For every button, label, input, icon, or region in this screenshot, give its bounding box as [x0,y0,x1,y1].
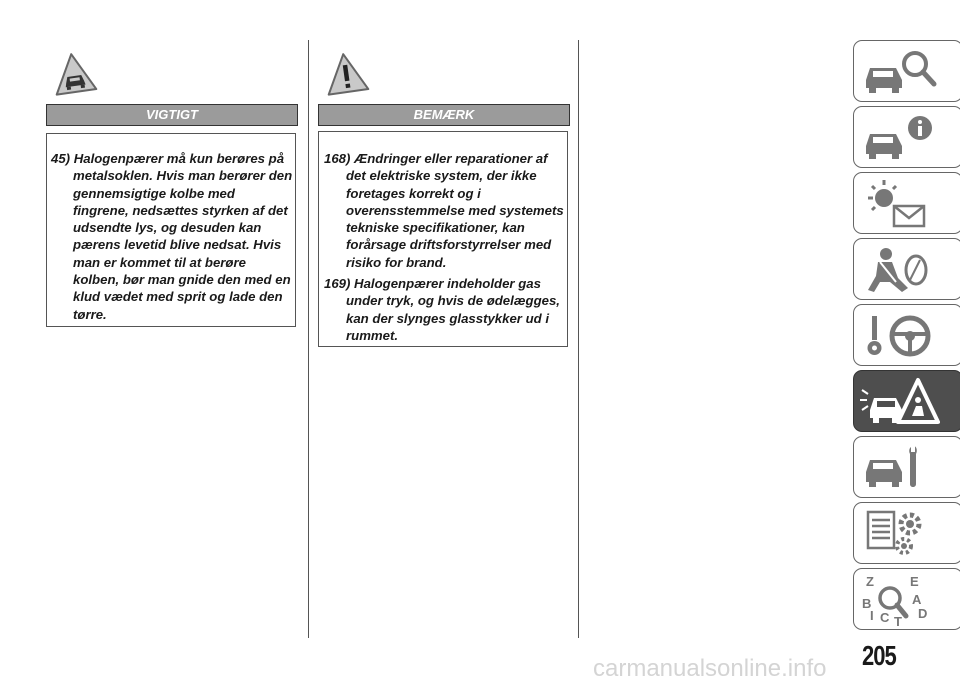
car-wrench-icon [860,442,940,494]
svg-text:Z: Z [866,574,874,589]
svg-text:C: C [880,610,890,625]
specs-gears-icon [860,508,940,560]
svg-text:D: D [918,606,928,621]
svg-text:B: B [862,596,872,611]
car-warning-icon [50,50,98,98]
tab-car-info[interactable] [853,106,960,168]
lights-mail-icon [860,178,940,230]
column-divider-left [308,40,309,638]
tab-car-emergency[interactable] [853,370,960,432]
car-search-icon [860,46,940,98]
tab-specs-gears[interactable] [853,502,960,564]
key-steering-wheel-icon [860,310,940,362]
note-paragraph: 169) Halogenpærer indeholder gas under tryk, og hvis de ødelægges, kan der slynges glasstykker ud i rummet. [324,276,560,343]
note-header-bemaerk: BEMÆRK [318,104,570,126]
tab-key-steering[interactable] [853,304,960,366]
note-header-vigtigt: VIGTIGT [46,104,298,126]
column-divider-right [578,40,579,638]
svg-text:T: T [894,614,902,626]
tab-car-wrench[interactable] [853,436,960,498]
alphabetical-index-icon [860,574,940,626]
page-number: 205 [862,640,896,672]
car-info-icon [860,112,940,164]
svg-text:I: I [870,608,874,623]
note-paragraph: 45) Halogenpærer må kun berøres på metalsoklen. Hvis man berører den gennemsigtige kolbe med fingrene, nedsættes styrken af det udsendte lys, og desuden kan pærens levetid blive nedsat. Hvis man er kommet til at berøre kolben, bør man gnide den med en klud vædet med sprit og lade den tørre. [51,151,293,322]
svg-text:A: A [912,592,922,607]
tab-car-search[interactable] [853,40,960,102]
tab-seatbelt-airbag[interactable] [853,238,960,300]
note-box-bemaerk [318,131,568,347]
note-paragraph: 168) Ændringer eller reparationer af det elektriske system, der ikke foretages korrekt og i overensstemmelse med systemets tekniske specifikationer, kan forårsage driftsforstyrrelser med risiko for brand. [324,151,564,270]
note-box-vigtigt [46,133,296,327]
tab-lights-mail[interactable] [853,172,960,234]
svg-text:E: E [910,574,919,589]
seatbelt-airbag-icon [860,244,940,296]
tab-alphabetical-index[interactable] [853,568,960,630]
exclamation-warning-icon [322,50,370,98]
car-emergency-icon [860,376,940,428]
watermark: carmanualsonline.info [593,655,827,682]
